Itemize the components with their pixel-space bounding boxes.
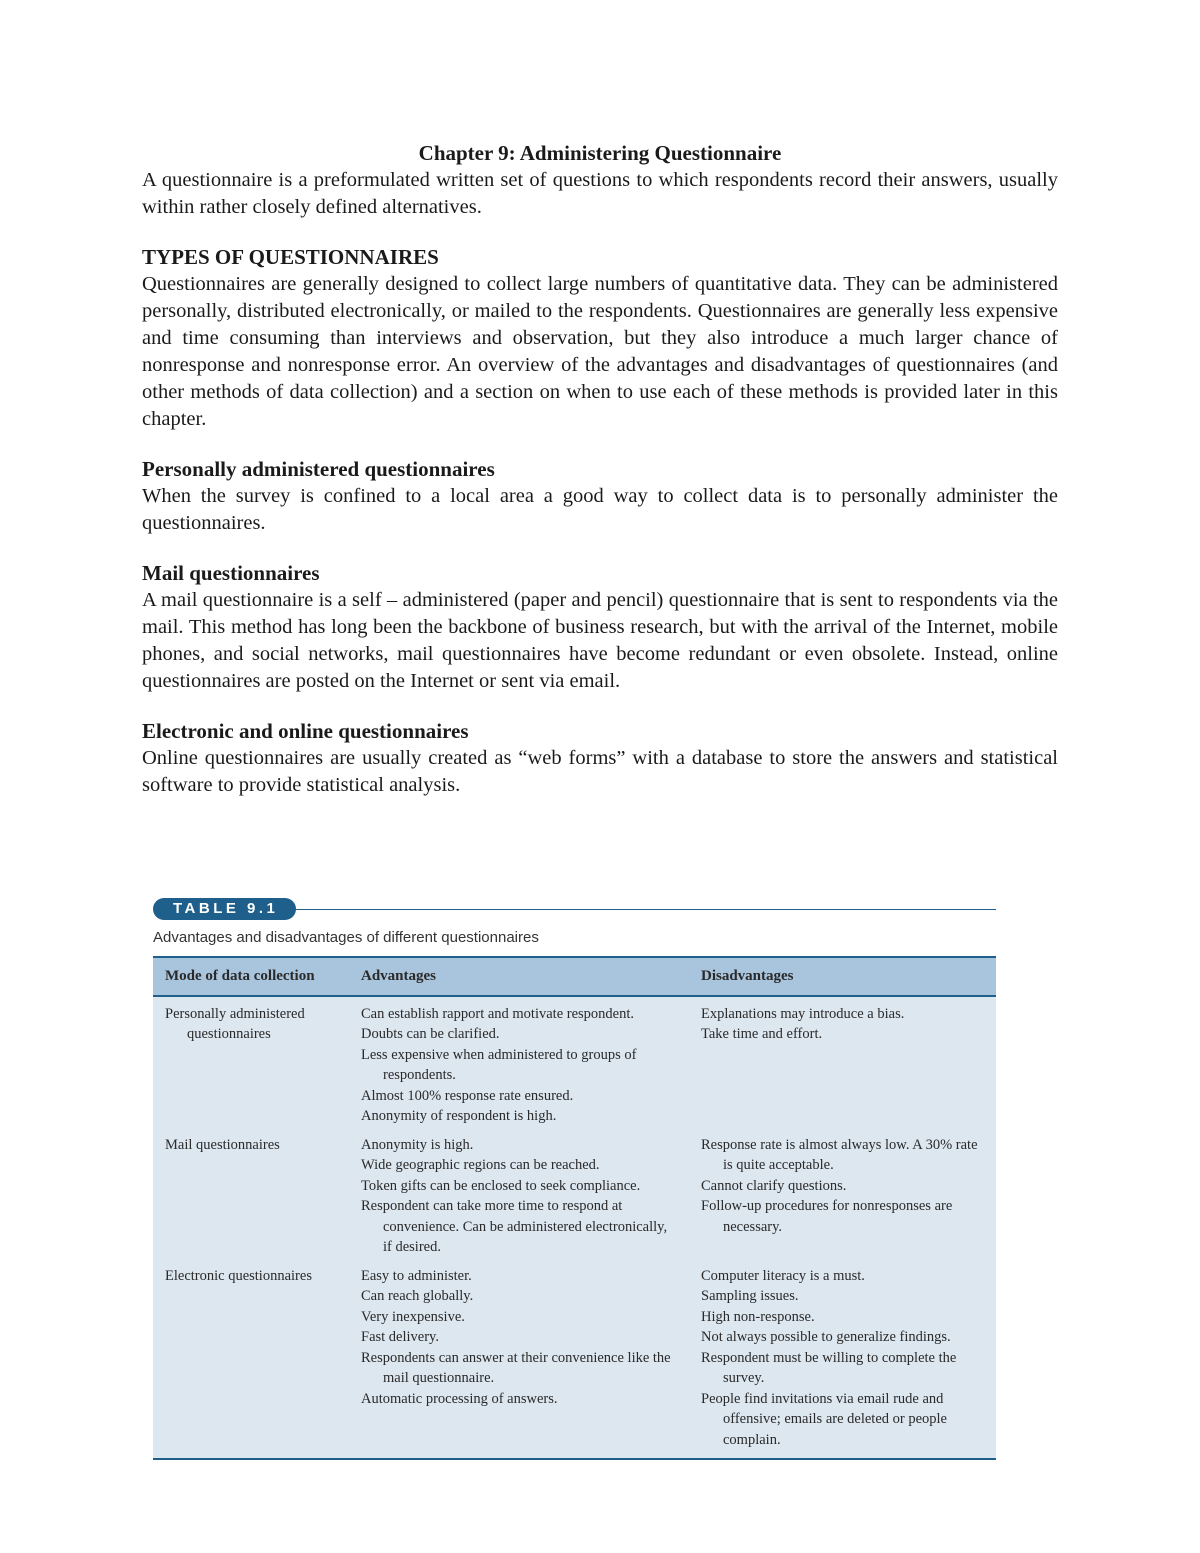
- advantage-item: Can establish rapport and motivate respondent.: [361, 1005, 635, 1022]
- table-row: [153, 996, 996, 1130]
- page-title: Chapter 9: Administering Questionnaire: [418, 141, 782, 165]
- table-row: [153, 1261, 996, 1460]
- disadvantage-item: Not always possible to generalize findings.: [701, 1329, 951, 1345]
- disadvantage-item: Computer literacy is a must.: [701, 1267, 865, 1284]
- section-heading-personal: Personally administered questionnaires: [142, 457, 495, 481]
- disadvantage-item: Explanations may introduce a bias.: [701, 1005, 905, 1022]
- table-body: [153, 996, 996, 1460]
- cell-advantages: [349, 996, 689, 1130]
- table-rule-divider: [273, 909, 996, 910]
- header-disadvantages: Disadvantages: [689, 957, 996, 996]
- intro-paragraph: A questionnaire is a preformulated written set of questions to which respondents record their answers, usually within rather closely defined alternatives.: [142, 169, 1058, 218]
- mode-label: Personally administered questionnaires: [165, 1005, 305, 1042]
- advantage-item: Token gifts can be enclosed to seek compliance.: [361, 1177, 641, 1194]
- table-header-row: [153, 957, 996, 996]
- disadvantage-item: Cannot clarify questions.: [701, 1177, 847, 1194]
- cell-mode: [153, 996, 349, 1130]
- disadvantage-item: Response rate is almost always low. A 30% rate is quite acceptable.: [701, 1136, 978, 1173]
- advantage-item: Respondents can answer at their convenience like the mail questionnaire.: [361, 1349, 671, 1386]
- table-row: [153, 1130, 996, 1261]
- cell-advantages: [349, 1261, 689, 1460]
- section-heading-types: TYPES OF QUESTIONNAIRES: [142, 245, 439, 269]
- advantage-item: Doubts can be clarified.: [361, 1026, 500, 1042]
- disadvantage-item: People find invitations via email rude and offensive; emails are deleted or people complain.: [701, 1390, 947, 1448]
- mode-label: Electronic questionnaires: [165, 1267, 312, 1284]
- advantage-item: Almost 100% response rate ensured.: [361, 1087, 574, 1104]
- disadvantage-item: Respondent must be willing to complete the survey.: [701, 1349, 957, 1386]
- advantage-item: Fast delivery.: [361, 1329, 439, 1345]
- header-advantages: Advantages: [349, 957, 689, 996]
- table-label-badge: TABLE 9.1: [153, 898, 296, 920]
- section-heading-mail: Mail questionnaires: [142, 561, 320, 585]
- disadvantage-item: Sampling issues.: [701, 1288, 799, 1304]
- advantage-item: Less expensive when administered to groups of respondents.: [361, 1046, 637, 1083]
- table-figure: [153, 892, 996, 1460]
- disadvantage-item: Take time and effort.: [701, 1026, 823, 1042]
- header-mode: Mode of data collection: [153, 957, 349, 996]
- cell-mode: [153, 1130, 349, 1261]
- disadvantage-item: High non-response.: [701, 1308, 815, 1325]
- cell-advantages: [349, 1130, 689, 1261]
- cell-disadvantages: [689, 1261, 996, 1460]
- table-label-row: [153, 892, 996, 926]
- cell-mode: [153, 1261, 349, 1460]
- document-body: [142, 140, 1058, 799]
- advantage-item: Anonymity is high.: [361, 1136, 474, 1153]
- comparison-table: [153, 956, 996, 1460]
- mode-label: Mail questionnaires: [165, 1136, 280, 1153]
- disadvantage-item: Follow-up procedures for nonresponses are necessary.: [701, 1198, 953, 1235]
- advantage-item: Respondent can take more time to respond at convenience. Can be administered electronically, if desired.: [361, 1198, 668, 1255]
- section-text-personal: When the survey is confined to a local area a good way to collect data is to personally administer the questionnaires.: [142, 485, 1058, 534]
- section-text-mail: A mail questionnaire is a self – administered (paper and pencil) questionnaire that is sent to respondents via the mail. This method has long been the backbone of business research, but with the arrival of the Internet, mobile phones, and social networks, mail questionnaires have become redundant or even obsolete. Instead, online questionnaires are posted on the Internet or sent via email.: [142, 589, 1058, 692]
- cell-disadvantages: [689, 996, 996, 1130]
- advantage-item: Very inexpensive.: [361, 1308, 465, 1325]
- advantage-item: Anonymity of respondent is high.: [361, 1108, 557, 1124]
- advantage-item: Easy to administer.: [361, 1267, 472, 1284]
- section-heading-electronic: Electronic and online questionnaires: [142, 719, 469, 743]
- advantage-item: Can reach globally.: [361, 1288, 474, 1304]
- advantage-item: Automatic processing of answers.: [361, 1390, 558, 1407]
- section-text-electronic: Online questionnaires are usually created as “web forms” with a database to store the answers and statistical software to provide statistical analysis.: [142, 747, 1058, 796]
- table-caption: Advantages and disadvantages of different questionnaires: [153, 929, 539, 946]
- advantage-item: Wide geographic regions can be reached.: [361, 1157, 600, 1173]
- section-text-types: Questionnaires are generally designed to collect large numbers of quantitative data. They can be administered personally, distributed electronically, or mailed to the respondents. Questionnaires are generally less expensive and time consuming than interviews and observation, but they also introduce a much larger chance of nonresponse and nonresponse error. An overview of the advantages and disadvantages of questionnaires (and other methods of data collection) and a section on when to use each of these methods is provided later in this chapter.: [142, 273, 1058, 430]
- cell-disadvantages: [689, 1130, 996, 1261]
